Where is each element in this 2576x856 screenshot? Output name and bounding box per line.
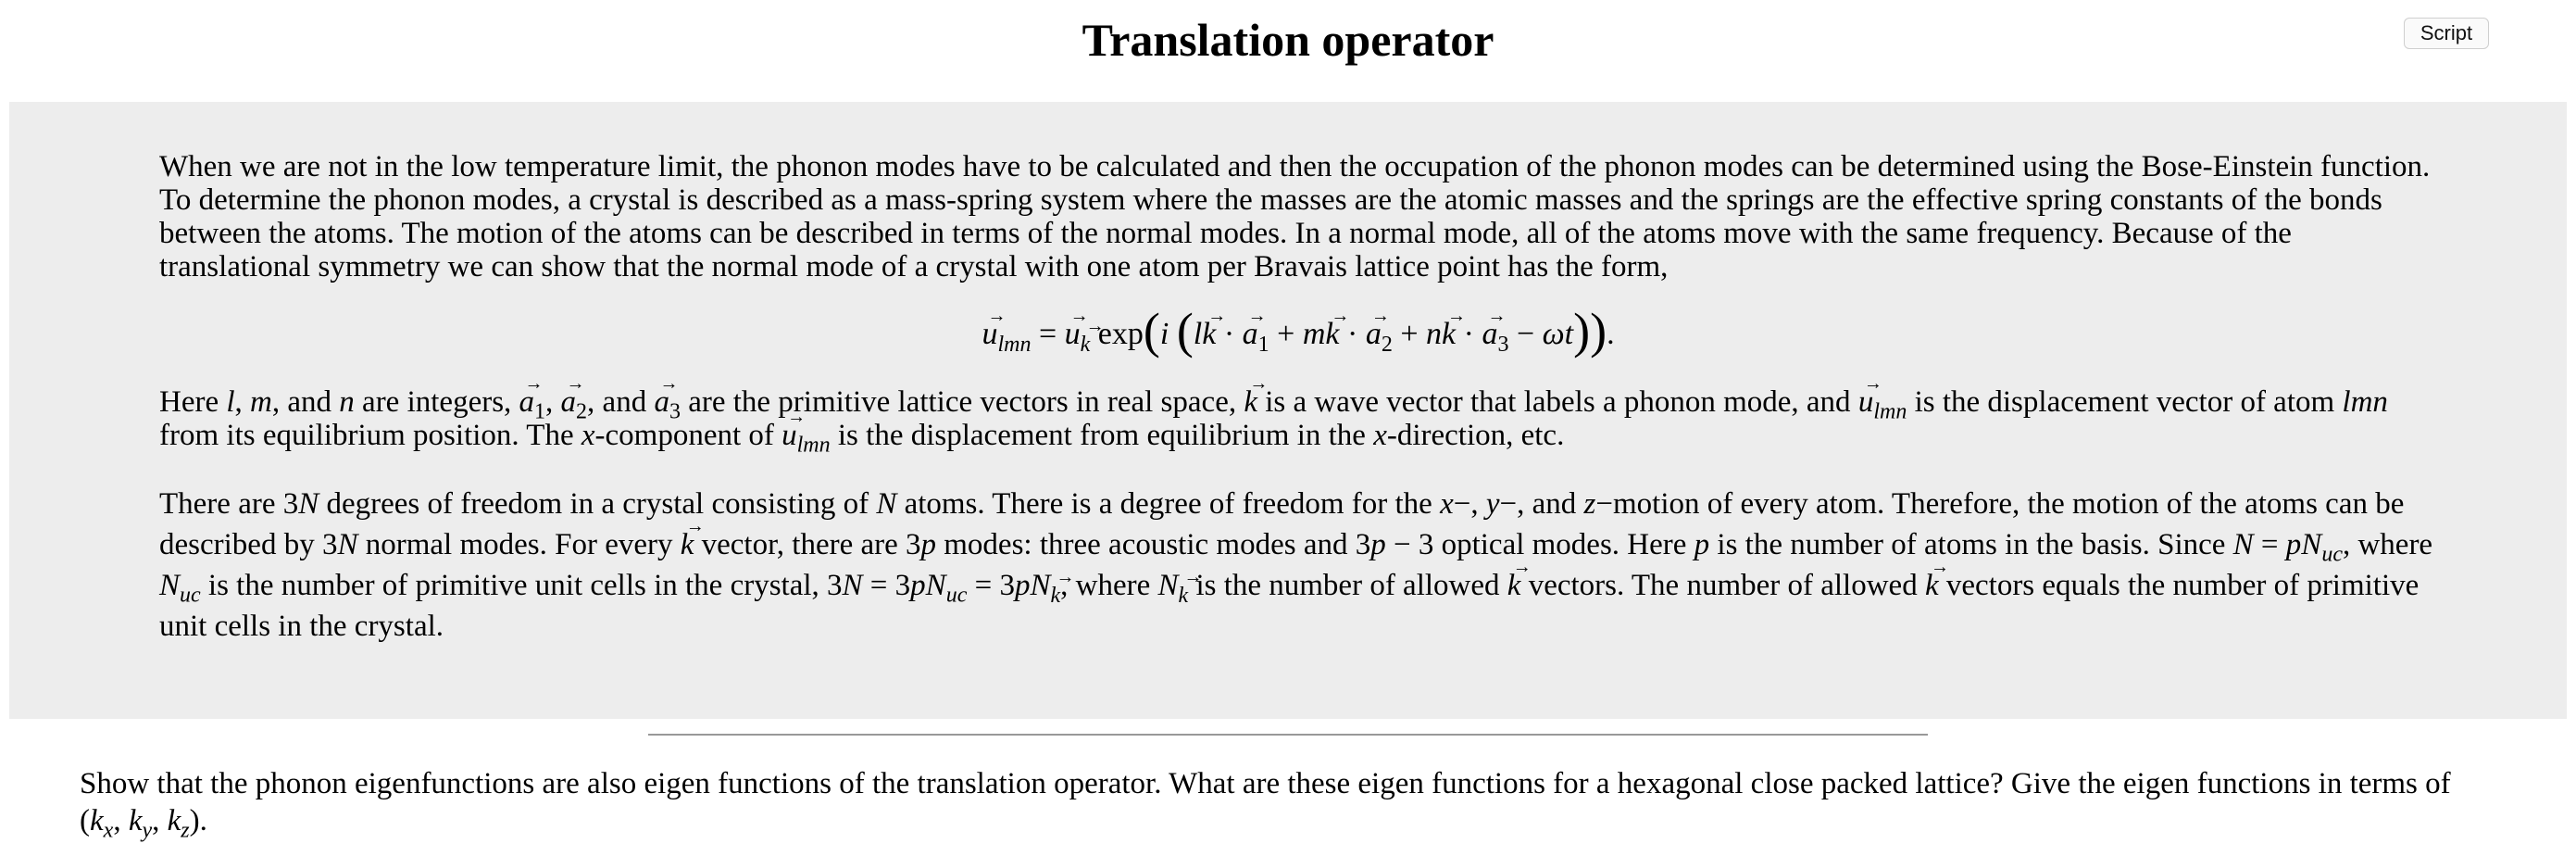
intro-paragraph: When we are not in the low temperature limit, the phonon modes have to be calculated and then the occupation of the phonon modes can be determined using the Bose-Einstein function. To determine the phonon modes, a crystal is described as a mass-spring system where the masses are the atomic masses and the springs are the effective spring constants of the bonds between the atoms. The motion of the atoms can be described in terms of the normal modes. In a normal mode, all of the atoms move with the same frequency. Because of the translational symmetry we can show that the normal mode of a crystal with one atom per Bravais lattice point has the form, xyxy=(159,150,2431,283)
definitions-paragraph: Here l, m, and n are integers, $a \to_1$, $a \to_2$, and $a \to_3$ are the primitive lattice vectors in real space, k → is a wave vector that labels a phonon mode, and $u \to_{lmn}$ is the displacement vector of atom lmn from its equilibrium position. The x-component of $u \to_{lmn}$ is the displacement from equilibrium in the x-direction, etc. xyxy=(159,385,2437,452)
divider xyxy=(648,734,1928,736)
question-text: Show that the phonon eigenfunctions are also eigen functions of the translation operator. What are these eigen functions for a hexagonal close packed lattice? Give the eigen functions in terms of ($k_x$, $k_y$, $k_z$). xyxy=(80,767,2451,843)
degrees-of-freedom-paragraph: There are 3N degrees of freedom in a crystal consisting of N atoms. There is a degree of freedom for the x−, y−, and z−motion of every atom. Therefore, the motion of the atoms can be described by 3N normal modes. For every k → vector, there are 3p modes: three acoustic modes and 3p − 3 optical modes. Here p is the number of atoms in the basis. Since $N = pN_{uc}$, where $N_{uc}$ is the number of primitive unit cells in the crystal, $3N = 3pN_{uc} = 3pN_k$, where $N_k$ is the number of allowed k → vectors. The number of allowed k → vectors equals the number of primitive unit cells in the crystal. xyxy=(159,484,2437,647)
script-button[interactable]: Script xyxy=(2404,18,2489,49)
panel-content xyxy=(159,150,2437,647)
text-panel xyxy=(9,102,2567,719)
normal-mode-equation: $u \to_{lmn} = u \to_k$ exp(i (lk → · $a \to_1$ + mk → · $a \to_2$ + nk → · $a \to_3 - \omega t$)). xyxy=(159,311,2437,358)
page-title: Translation operator xyxy=(1082,14,1494,66)
